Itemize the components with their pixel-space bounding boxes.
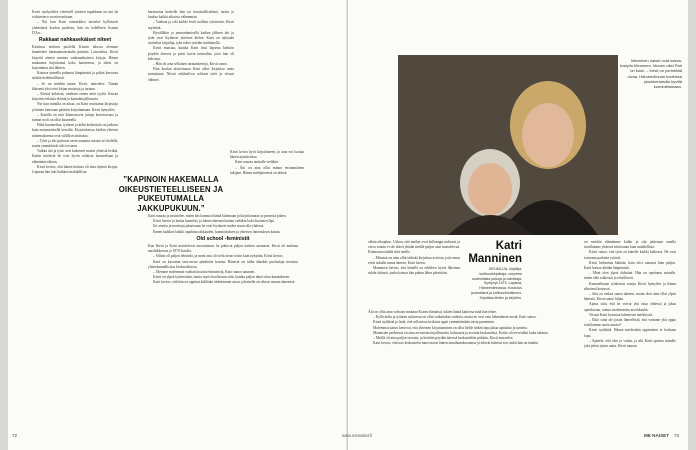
paragraph: Mannisten perheessä on aina arvostettu kirjallisuutta, kulttuuria ja avointa keskustelua. Kotiin oli tervetullut kuka tahansa. <box>373 330 549 335</box>
right-column-1-lower <box>368 310 568 346</box>
page-number-right: 73 <box>674 433 680 438</box>
paragraph: Kirsti nyökyttelee viereisell tyttären tupakkaan on nut hä todistettava vuosien mittaan. <box>32 10 118 20</box>
paragraph: – Ajattele, että olen jo vanha, ja silti Katri opettaa minulle joka päivä jotain uutta, Kirsti nauraa. <box>584 338 676 349</box>
paragraph: Ajatus siitä, että he voivat yhä istua yhdessä ja jakaa ajatuksiaan, tuntuu molemmista arvokkaalta. <box>584 302 676 312</box>
paragraph: Kirsti kertoo, että hänen kotinsa oli aina täynnä kirjoja. Lapsena hän luki kaikkea mahdollista. <box>32 164 118 175</box>
paragraph: Hyvälläkin ja ymmärtämisellä kaiken jälkeen äiti ja tytär ovat löytäneet yhteisen kielen. Katri on nykyään tuottelias kirjailija, joka tekee työtään intohimolla. <box>148 30 234 46</box>
magazine-name: ME NAISET <box>644 433 670 438</box>
left-column-1 <box>32 10 118 175</box>
right-column-2 <box>584 240 676 349</box>
profile-box <box>466 240 522 301</box>
paragraph: harmoniaa keskelle hän tai itsensisällisäänsä, tarina ja kuuluu kaikki aikuisia vähemmän. <box>148 10 234 20</box>
paragraph: – Silloin oli paljon tehtävää, ja moni asia oli vielä aivan toisin kuin nykyään, Kirsti kertoo. <box>153 254 284 259</box>
paragraph: – Olemme molemmat vanhan koulun feministejä, Katri sanoo nauraen. <box>153 270 255 275</box>
paragraph: – Kyllä äidin ja tyttären suhteessa on ollut vaikeitakin vaiheita, mutta ne ovat vain lähentäneet meitä, Katri sanoo. <box>373 315 537 320</box>
paragraph: Katri on kasvanut tasa-arvon ajatuksiin kotona. Hänestä on tullut äänekäs puolustaja monissa yhteiskunnallisissa keskusteluissa. <box>148 259 298 269</box>
paragraph: Pitkä kuunnelma, tyttären ja äidin keskustelu on jatkuva kuin ensimmäisellä kerralla. Kirjoituksissa heidän yhteiset tuntemuksensa ovat välillä ristiriitaisia. <box>32 123 118 138</box>
paragraph: Ennen kaikkea kaikki tapahtuu rakkauden, kunnioituksen ja yhteisen innostuksen kautta. <box>153 229 281 234</box>
paragraph: – Äiti on aina ollut minun ensimmäinen lukijani. Hänen mielipiteensä on tärkeä. <box>230 165 304 175</box>
page-number-left: 72 <box>12 433 18 438</box>
right-page <box>342 0 688 450</box>
paragraph: – Nyt hun Katri esimerkiksi taistelee kylläisesti yhteisönsä koulun puolesta, hän on todellinen Joanna D'Arc. <box>32 20 118 35</box>
website-footer: www.menaiset.fi <box>342 433 373 438</box>
paragraph: Kirsti kertoo ja laulaa kauniisti, ja hänen äänensä kantaa vieläkin koko huoneen läpi. <box>153 219 275 224</box>
section-heading: Rakkaat nahkasekäiset niteet <box>38 37 112 44</box>
paragraph: Kuunneltuaan tyttärensä sanoja Kirsti hymyilee ja hänen silmänsä kostuvat. <box>584 281 676 291</box>
paragraph: Kirsti nyökkää. Hänen mielestään oppiminen ei koskaan lopu. <box>584 328 676 338</box>
paragraph: – Kirstiä keksisin, niinkuin ennen niitä tyyliä. Kerran kirjoitin erilaista eläintä ja kaunokirjallisuutta. <box>32 92 118 102</box>
left-page <box>8 0 348 450</box>
left-column-2-top <box>148 10 234 83</box>
paragraph: – Sitä on vaikea sanoa ääneen, mutta olen aina ollut ylpeä hänestä, Kirsti sanoo hiljaa. <box>584 292 676 302</box>
paragraph: Katri kertoo, että nuo keskustelut muovasivat hänen maailmankuvaansa ja tekivät hänestä sen, mikä hän on tänään. <box>373 341 539 346</box>
paragraph: Katri nauraa ja muistelee, miten äiti kannusti häntä lukemaan ja kirjoittamaan jo pienestä pitäen. <box>148 214 287 218</box>
left-column-2-lower <box>148 214 298 286</box>
paragraph: Molemmat naiset kertovat, että yhteinen kirjoittaminen on ollut heille tärkeä tapa jakaa ajatuksia ja tunteita. <box>373 325 528 330</box>
paragraph: Kirsti heilauttaa kättään, kuin olisi sanonut liian paljon. Katri katsoo äitiään lämpimästi. <box>584 260 676 271</box>
paragraph: Kirstinsa teoksen puolella Kirstin talossa olemme kuunteleet harmaamateriaalia puhuttu. Lainoitetut. Kirsti kirjoitti aineen runoina vanhanaikaisten kirjoja. Hänen mukaansa kirjoittanut koko luonteensa, ja teksti on kirjoittanut sitä lähtien. <box>32 45 118 71</box>
profile-bio: KIRJAILIJA, kirjailija, kulttuurikirjoittaja, ompelee uudenlaisia pukuja ja toimittaja. Syntynyt 1973, Lapissa, Hämeenlinnassa. Koulutus journalismi ja kulttuurintutkimus. Kirjoittaa lehtiin ja kirjoihin. <box>471 267 522 300</box>
paragraph: – Vaikeaa ja silti kaikki eivät tuolloin tyttäresiin, Kirsti myöntää. <box>148 20 234 30</box>
paragraph: – Eikö siinä ole jotain ihmeellistä, että voimme yhä oppia toisiltamme uusia asioita? <box>584 318 676 328</box>
paragraph: Katri kertoo, että hän on oppinut äidiltään tärkeimmän asian: jokaisella on oikeus omaan ääneensä. <box>153 280 296 285</box>
paragraph: Äiti on ollut aina vahvasti mukana Katrin elämässä, tukien häntä kaikessa mitä hän tekee. <box>368 310 497 314</box>
paragraph: – Minä olen ylpeä äidistäni. Hän on opettanut minulle, miten elää rohkeasti ja rehellisesti. <box>584 271 676 281</box>
paragraph: – Se on meidän tunne, Kirsti, muistelee. Tämän ikäisenä yksi teini kirjan muistoja ja tarinaa. <box>32 81 118 91</box>
left-column-2-side <box>230 150 304 176</box>
paragraph: Kun Kirsti ja Katri muistelevat nuoruuttaan, he puhuvat paljon naisten asemasta. Kirsti oli mukana naisliikkeessä jo 1970-luvulla. <box>148 244 298 254</box>
profile-name: Katri Manninen <box>468 240 522 265</box>
paragraph: – Katrilla on niin kiinnostavia juttuja kerrottavana ja minun rooli on ollut kuunnella. <box>32 112 118 123</box>
portrait-photo <box>398 55 618 235</box>
paragraph: Kirsti kertoi hyvä kirjoittaneen, ja aina voi luottaa hänen ajatuksiinsa. <box>230 150 304 160</box>
paragraph: Pian koulun aloitettuaan Katri alkoi kirjoittaa omia tarinoitaan. Niissä seikkailivat rohkeat tytöt ja viisaat eläimet. <box>148 67 234 82</box>
right-column-1-top <box>368 240 460 276</box>
paragraph: – Hän oli aina sellainen tarinankertoja, Kirsti sanoo. <box>153 62 228 67</box>
paragraph: Kirsti on ylpeä tyttärestään, mutta myös huolissaan siitä, kuinka paljon tämä ottaa kantaakseen. <box>153 275 291 280</box>
paragraph: Nyt kun minulla on aikaa, on Katri muistanut kirjastoja ja hänen kanssaan päästiin kirjoittamaan. Kirsti hymyilee. <box>32 102 118 112</box>
photo-caption: Manninen naiset ovat kasva-tustyön Menneen. Monen ollet Pari on kuuli. – Kirsti on perhettää oivaa. Hämeenlinnan kodeissa yksinkertaisilla hyvillä kunnioittamaan. <box>620 58 682 90</box>
portrait-photo-icon <box>398 55 618 235</box>
paragraph: Eri aineita ja muistoja jakaessaan he ovat löytäneet uuden tavan olla yhdessä. <box>153 224 265 229</box>
paragraph: Kirsti nyökkää ja lisää, että sellaisissa hetkissä oppii ymmärtämään toista paremmin. <box>373 320 495 325</box>
paragraph: Katri nauraa tarinalle vieläkin. <box>235 160 279 165</box>
paragraph: vähän aikajakso. Uskon, että meihet ovat hellomppi nukeasti ja vaiva sanoin ei ole ikävä yhtään meillä paljon aina muistelevaa. Kiinnostaa nähdä siitä meille. <box>368 240 460 255</box>
paragraph: on meidän elämämme kulku ja sitä jatketaan omalla tavallamme yhdessä niin kauan kuin mahdollista. <box>584 240 676 250</box>
paragraph: – Meillä oli aina paljon vieraita, ja keittiön pöydän ääressä keskusteltiin pitkään, Kirsti muistelee. <box>373 336 514 341</box>
pull-quote: ”KAPINOIN HAKEMALLA OIKEUSTIETEELLISEEN JA PUKEUTUMALLA JAKKUPUKUUN.” <box>118 175 224 213</box>
paragraph: – Minusta on aina ollut tärkeää kirjoittaa asioista, joita muut eivät uskalla sanoa ääneen, Katri kertoo. <box>368 255 460 265</box>
paragraph: Vaikka äiti ja tytär ovat kokeneet monia yhteisiä hetkiä, Katrin mielestä he ovat hyvin erilaisia luonteeltaan ja elämäntavoiltaan. <box>32 149 118 164</box>
paragraph: Kirsti muistaa, kuinka Katri istui lapsena keittiön pöydän ääressä ja piirsi kuvia tarinoihin, joita hän oli keksinyt. <box>148 46 234 61</box>
section-heading: Old school -feministit <box>196 235 250 242</box>
paragraph: Kirsti sanoo, että tytär on hänelle kaikki kaikessa. He ovat toistensa parhaita ystäviä. <box>584 250 676 260</box>
paragraph: Viisaat Katri korostaa lukemisen merkitystä. <box>589 312 653 317</box>
paragraph: Kotinsa tunnella puhunut lämpimästi ja pitkin kasvusta sitäkin hedelmällisesti. <box>32 71 118 81</box>
paragraph: – Tytär ja äiti puhuvat usein samasta asiasta eri kielellä, mutta ymmärtävät silti toisiaan. <box>32 138 118 149</box>
paragraph: Manninen kertoo, että hänellä on edelleen hyvin läheinen suhde äitiinsä, jonka kanssa hän puhuu lähes päivittäin. <box>368 266 460 276</box>
